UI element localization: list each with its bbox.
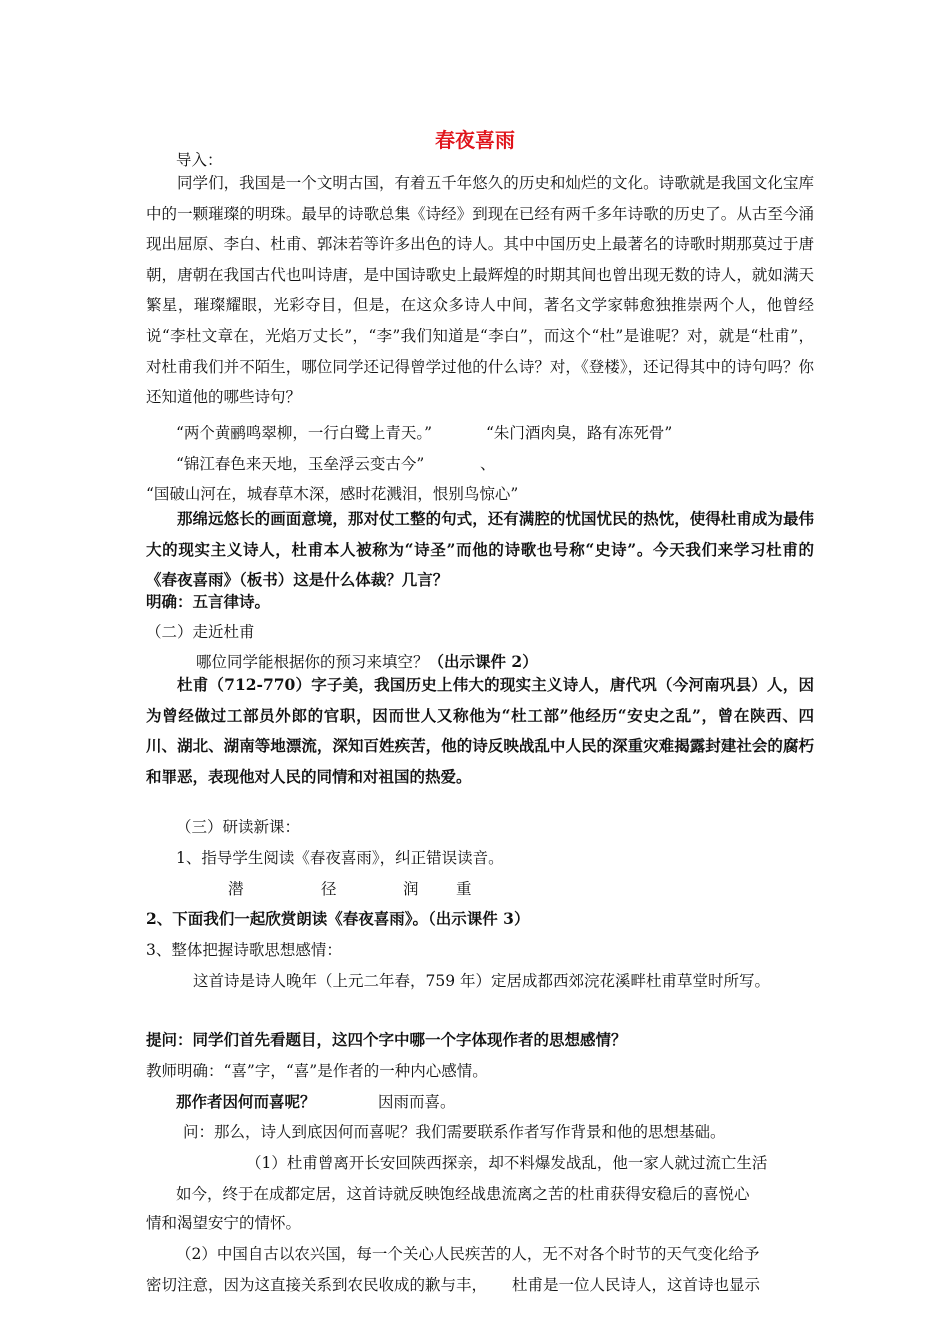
quote-line-1a: “两个黄鹂鸣翠柳，一行白鹭上青天。” (176, 424, 433, 442)
bold-paragraph-summary: 那绵远悠长的画面意境，那对仗工整的句式，还有满腔的忧国忧民的热忱，使得杜甫成为最伟大的现实主义诗人，杜甫本人被称为“诗圣”而他的诗歌也号称“史诗”。今天我们来学习杜甫的《春夜喜雨》（板书）这是什么体裁？几言？ (146, 509, 814, 590)
quote-separator: 、 (480, 455, 496, 473)
question-line: 提问：同学们首先看题目，这四个字中哪一个字体现作者的思想感情？ (146, 1030, 627, 1049)
pronunciation-char-1: 潜 (228, 880, 244, 898)
background-line: 这首诗是诗人晚年（上元二年春，759 年）定居成都西郊浣花溪畔杜甫草堂时所写。 (193, 972, 771, 990)
intro-label: 导入： (176, 151, 223, 169)
section-heading-2: （二）走近杜甫 (146, 623, 255, 641)
quote-line-1b: “朱门酒肉臭，路有冻死骨” (486, 424, 673, 442)
fill-prompt-courseware: （出示课件 2） (428, 652, 538, 671)
point-1-line-3: 情和渴望安宁的情怀。 (146, 1214, 302, 1232)
step-3: 3、整体把握诗歌思想感情： (146, 941, 342, 959)
pronunciation-char-2: 径 (321, 880, 337, 898)
teacher-answer: 教师明确：“喜”字，“喜”是作者的一种内心感情。 (146, 1062, 488, 1080)
pronunciation-char-4: 重 (456, 880, 472, 898)
step-1: 1、指导学生阅读《春夜喜雨》，纠正错误读音。 (176, 849, 504, 867)
fill-prompt-text: 哪位同学能根据你的预习来填空？ (196, 653, 429, 671)
point-2-line-3: 杜甫是一位人民诗人，这首诗也显示 (512, 1276, 761, 1294)
section-heading-3: （三）研读新课： (176, 818, 301, 836)
point-1-line-1: （1）杜甫曾离开长安回陕西探亲，却不料爆发战乱，他一家人就过流亡生活 (246, 1154, 768, 1172)
pronunciation-char-3: 润 (403, 880, 419, 898)
fill-prompt (196, 652, 538, 672)
ask-line: 问：那么，诗人到底因何而喜呢？我们需要联系作者写作背景和他的思想基础。 (183, 1123, 726, 1141)
why-question: 那作者因何而喜呢？ (176, 1092, 316, 1111)
point-2-line-1: （2）中国自古以农兴国，每一个关心人民疾苦的人，无不对各个时节的天气变化给予 (176, 1245, 760, 1263)
point-1-line-2: 如今，终于在成都定居，这首诗就反映饱经战患流离之苦的杜甫获得安稳后的喜悦心 (176, 1185, 750, 1203)
answer-mingque: 明确：五言律诗。 (146, 592, 271, 611)
point-2-line-2: 密切注意，因为这直接关系到农民收成的歉与丰， (146, 1276, 488, 1294)
quote-line-3: “国破山河在，城春草木深，感时花溅泪，恨别鸟惊心” (146, 485, 519, 503)
intro-paragraph: 同学们，我国是一个文明古国，有着五千年悠久的历史和灿烂的文化。诗歌就是我国文化宝库中的一颗璀璨的明珠。最早的诗歌总集《诗经》到现在已经有两千多年诗歌的历史了。从古至今涌现出屈原、李白、杜甫、郭沫若等许多出色的诗人。其中中国历史上最著名的诗歌时期那莫过于唐朝，唐朝在我国古代也叫诗唐，是中国诗歌史上最辉煌的时期其间也曾出现无数的诗人，就如满天繁星，璀璨耀眼，光彩夺目，但是，在这众多诗人中间，著名文学家韩愈独推崇两个人，他曾经说“李杜文章在，光焰万丈长”，“李”我们知道是“李白”，而这个“杜”是谁呢？对，就是“杜甫”，对杜甫我们并不陌生，哪位同学还记得曾学过他的什么诗？对，《登楼》，还记得其中的诗句吗？你还知道他的哪些诗句？ (146, 174, 814, 407)
dufu-biography: 杜甫（712-770）字子美，我国历史上伟大的现实主义诗人，唐代巩（今河南巩县）人，因为曾经做过工部员外郎的官职，因而世人又称他为“杜工部”他经历“安史之乱”，曾在陕西、四川、湖北、湖南等地漂流，深知百姓疾苦，他的诗反映战乱中人民的深重灾难揭露封建社会的腐朽和罪恶，表现他对人民的同情和对祖国的热爱。 (146, 675, 814, 786)
step-2: 2、下面我们一起欣赏朗读《春夜喜雨》。（出示课件 3） (146, 909, 530, 928)
quote-line-2: “锦江春色来天地，玉垒浮云变古今” (176, 455, 425, 473)
document-title: 春夜喜雨 (435, 128, 515, 152)
why-answer: 因雨而喜。 (378, 1093, 456, 1111)
